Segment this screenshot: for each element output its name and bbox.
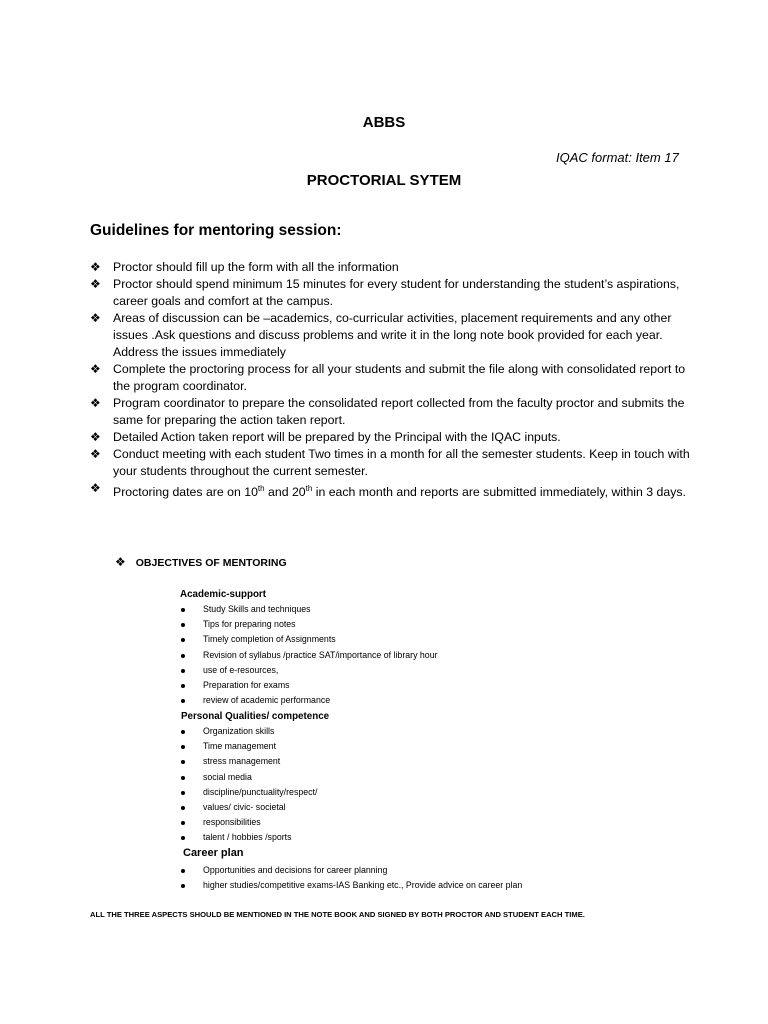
guideline-text: Proctor should spend minimum 15 minutes for every student for understanding the student’s aspirations, career goals and comfort at the campus. xyxy=(113,277,680,308)
guideline-text: Areas of discussion can be –academics, co-curricular activities, placement requirements and any other issues .Ask questions and discuss problems and write it in the long note book provided for each year. Address the issues immediately xyxy=(113,311,672,359)
list-item: stress management xyxy=(180,754,317,769)
guideline-item xyxy=(90,276,690,310)
dates-superscript-2: th xyxy=(305,484,313,493)
diamond-bullet-icon: ❖ xyxy=(90,277,101,291)
personal-qualities-heading: Personal Qualities/ competence xyxy=(181,711,330,722)
diamond-bullet-icon: ❖ xyxy=(90,396,101,410)
guidelines-heading: Guidelines for mentoring session: xyxy=(90,222,342,239)
guideline-item-dates xyxy=(90,480,690,501)
list-item: values/ civic- societal xyxy=(180,800,317,815)
guideline-item xyxy=(90,259,690,276)
guideline-text: Complete the proctoring process for all your students and submit the file along with consolidated report to the program coordinator. xyxy=(113,362,686,393)
objectives-heading-text: OBJECTIVES OF MENTORING xyxy=(135,557,287,569)
academic-support-heading: Academic-support xyxy=(180,589,267,600)
guideline-text: Detailed Action taken report will be prepared by the Principal with the IQAC inputs. xyxy=(113,430,561,444)
list-item: Study Skills and techniques xyxy=(180,602,438,617)
diamond-bullet-icon: ❖ xyxy=(115,555,126,569)
objectives-heading xyxy=(115,555,287,569)
diamond-bullet-icon: ❖ xyxy=(90,481,101,495)
dates-text-part2: and 20 xyxy=(264,485,306,500)
footer-note: ALL THE THREE ASPECTS SHOULD BE MENTIONED IN THE NOTE BOOK AND SIGNED BY BOTH PROCTOR AND STUDENT EACH TIME. xyxy=(90,910,585,919)
career-plan-list xyxy=(180,863,522,893)
diamond-bullet-icon: ❖ xyxy=(90,430,101,444)
list-item: social media xyxy=(180,770,317,785)
list-item: Organization skills xyxy=(180,724,317,739)
list-item: review of academic performance xyxy=(180,693,438,708)
document-subtitle: PROCTORIAL SYTEM xyxy=(306,172,462,189)
list-item: higher studies/competitive exams-IAS Banking etc., Provide advice on career plan xyxy=(180,878,522,893)
diamond-bullet-icon: ❖ xyxy=(90,311,101,325)
guideline-item xyxy=(90,446,690,480)
list-item: Timely completion of Assignments xyxy=(180,632,438,647)
personal-qualities-list xyxy=(180,724,317,846)
guideline-text: Conduct meeting with each student Two times in a month for all the semester students. Keep in touch with your students throughout the current semester. xyxy=(113,447,690,478)
list-item: Tips for preparing notes xyxy=(180,617,438,632)
guideline-item xyxy=(90,395,690,429)
diamond-bullet-icon: ❖ xyxy=(90,260,101,274)
list-item: Preparation for exams xyxy=(180,678,438,693)
list-item: use of e-resources, xyxy=(180,663,438,678)
diamond-bullet-icon: ❖ xyxy=(90,362,101,376)
list-item: Opportunities and decisions for career planning xyxy=(180,863,522,878)
guideline-item xyxy=(90,429,690,446)
list-item: responsibilities xyxy=(180,815,317,830)
iqac-format-label: IQAC format: Item 17 xyxy=(556,150,679,165)
diamond-bullet-icon: ❖ xyxy=(90,447,101,461)
guideline-text: Proctor should fill up the form with all the information xyxy=(113,260,399,274)
guideline-item xyxy=(90,361,690,395)
dates-superscript-1: th xyxy=(257,484,265,493)
list-item: Revision of syllabus /practice SAT/importance of library hour xyxy=(180,648,438,663)
guideline-item xyxy=(90,310,690,361)
career-plan-heading: Career plan xyxy=(183,847,244,859)
list-item: talent / hobbies /sports xyxy=(180,830,317,845)
document-title: ABBS xyxy=(362,114,406,131)
list-item: discipline/punctuality/respect/ xyxy=(180,785,317,800)
academic-support-list xyxy=(180,602,438,708)
list-item: Time management xyxy=(180,739,317,754)
dates-text-part3: in each month and reports are submitted immediately, within 3 days. xyxy=(312,485,686,500)
dates-text-part1: Proctoring dates are on 10 xyxy=(113,485,258,500)
guidelines-list xyxy=(90,259,690,501)
guideline-text: Program coordinator to prepare the consolidated report collected from the faculty proctor and submits the same for preparing the action taken report. xyxy=(113,396,685,427)
